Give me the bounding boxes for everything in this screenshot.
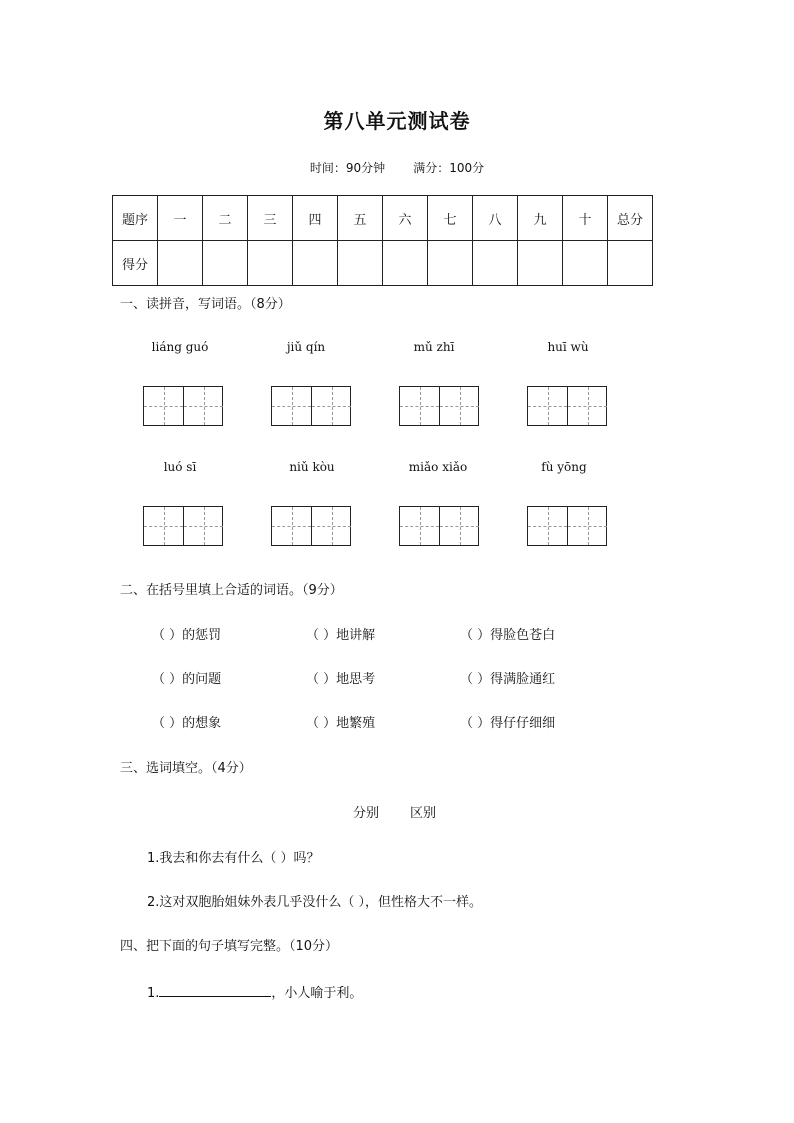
section4-heading: 四、把下面的句子填写完整。（10分） [120, 939, 339, 954]
exam-info [0, 159, 794, 176]
word-option: 区别 [410, 806, 437, 821]
score-cell[interactable] [383, 241, 428, 286]
score-cell[interactable] [518, 241, 563, 286]
fill-blank-item: （ ）得仔仔细细 [460, 716, 556, 731]
fill-blank-item: （ ）得满脸通红 [460, 672, 556, 687]
writing-grid[interactable] [527, 386, 607, 426]
pinyin-label: fù yōng [541, 460, 587, 474]
score-cell[interactable] [293, 241, 338, 286]
score-cell[interactable] [338, 241, 383, 286]
score-cell[interactable] [158, 241, 203, 286]
fill-blank-item: （ ）的想象 [152, 716, 222, 731]
fill-blank-item: （ ）的惩罚 [152, 628, 222, 643]
score-cell[interactable] [563, 241, 608, 286]
score-row-label: 得分 [113, 241, 158, 286]
fill-blank-item: （ ）地思考 [306, 672, 376, 687]
page-title: 第八单元测试卷 [323, 109, 471, 133]
time-limit: 时间：90分钟 [309, 161, 386, 175]
section2-heading: 二、在括号里填上合适的词语。（9分） [120, 583, 343, 598]
pinyin-label: mǔ zhī [413, 340, 455, 354]
word-option: 分别 [353, 806, 380, 821]
score-header-cell: 四 [293, 196, 338, 241]
score-header-cell: 三 [248, 196, 293, 241]
question-2: 2.这对双胞胎姐妹外表几乎没什么（ ），但性格大不一样。 [147, 895, 483, 910]
score-table [112, 195, 653, 286]
score-table-score-row [113, 241, 653, 286]
fill-blank-item: （ ）得脸色苍白 [460, 628, 556, 643]
full-score: 满分：100分 [413, 161, 485, 175]
pinyin-label: luó sī [163, 460, 197, 474]
score-header-cell: 九 [518, 196, 563, 241]
writing-grid[interactable] [399, 506, 479, 546]
score-header-cell: 十 [563, 196, 608, 241]
writing-grid[interactable] [527, 506, 607, 546]
score-header-cell: 总分 [608, 196, 653, 241]
pinyin-label: miǎo xiǎo [408, 460, 468, 474]
pinyin-label: jiǔ qín [286, 340, 326, 354]
sentence-1-text: ，小人喻于利。 [271, 986, 363, 1001]
question-1: 1.我去和你去有什么（ ）吗？ [147, 851, 320, 866]
answer-blank[interactable] [159, 984, 271, 997]
score-header-cell: 五 [338, 196, 383, 241]
score-cell[interactable] [473, 241, 518, 286]
score-header-cell: 七 [428, 196, 473, 241]
pinyin-label: niǔ kòu [289, 460, 335, 474]
score-header-cell: 题序 [113, 196, 158, 241]
fill-blank-item: （ ）地讲解 [306, 628, 376, 643]
section1-heading: 一、读拼音，写词语。（8分） [120, 297, 291, 312]
score-header-cell: 一 [158, 196, 203, 241]
score-cell[interactable] [608, 241, 653, 286]
score-cell[interactable] [248, 241, 293, 286]
sentence-1 [147, 982, 362, 1001]
score-table-header-row [113, 196, 653, 241]
sentence-1-number: 1. [147, 986, 160, 1001]
writing-grid[interactable] [399, 386, 479, 426]
score-header-cell: 二 [203, 196, 248, 241]
score-cell[interactable] [203, 241, 248, 286]
pinyin-label: liáng guó [151, 340, 209, 354]
fill-blank-item: （ ）地繁殖 [306, 716, 376, 731]
section3-heading: 三、选词填空。（4分） [120, 761, 252, 776]
pinyin-label: huī wù [547, 340, 589, 354]
score-header-cell: 八 [473, 196, 518, 241]
writing-grid[interactable] [143, 386, 223, 426]
score-cell[interactable] [428, 241, 473, 286]
writing-grid[interactable] [143, 506, 223, 546]
writing-grid[interactable] [271, 506, 351, 546]
fill-blank-item: （ ）的问题 [152, 672, 222, 687]
score-header-cell: 六 [383, 196, 428, 241]
writing-grid[interactable] [271, 386, 351, 426]
